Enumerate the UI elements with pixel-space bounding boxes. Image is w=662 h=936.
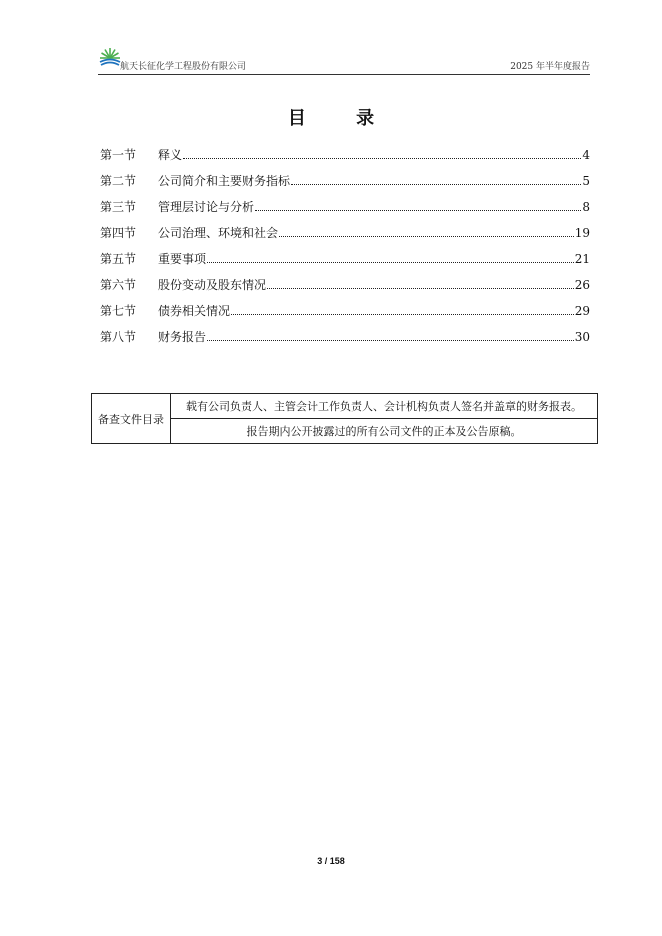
table-row — [92, 394, 598, 419]
toc-section-number: 第六节 — [100, 278, 137, 292]
toc-entry[interactable] — [100, 275, 590, 301]
toc-dot-leader — [207, 249, 574, 263]
company-name: 航天长征化学工程股份有限公司 — [120, 62, 247, 72]
toc-section-name: 股份变动及股东情况 — [158, 278, 267, 292]
toc-section-name: 管理层讨论与分析 — [158, 200, 255, 214]
toc-section-name: 重要事项 — [158, 252, 207, 266]
reference-documents-table — [91, 393, 598, 444]
toc-entry[interactable] — [100, 197, 590, 223]
toc-dot-leader — [183, 145, 581, 159]
toc-section-number: 第三节 — [100, 200, 137, 214]
table-of-contents — [100, 145, 590, 353]
toc-dot-leader — [291, 171, 581, 185]
toc-section-number: 第八节 — [100, 330, 137, 344]
toc-page-number: 19 — [574, 226, 590, 240]
toc-page-number: 21 — [574, 252, 590, 266]
toc-entry[interactable] — [100, 145, 590, 171]
toc-page-number: 26 — [574, 278, 590, 292]
reference-document-item: 载有公司负责人、主管会计工作负责人、会计机构负责人签名并盖章的财务报表。 — [171, 394, 598, 419]
toc-title: 目 录 — [287, 108, 397, 129]
page-header — [98, 44, 590, 75]
toc-dot-leader — [267, 275, 574, 289]
toc-entry[interactable] — [100, 171, 590, 197]
toc-section-name: 债券相关情况 — [158, 304, 231, 318]
reference-document-item: 报告期内公开披露过的所有公司文件的正本及公告原稿。 — [171, 419, 598, 444]
toc-section-number: 第七节 — [100, 304, 137, 318]
toc-page-number: 8 — [582, 200, 590, 214]
toc-dot-leader — [279, 223, 574, 237]
toc-section-number: 第二节 — [100, 174, 137, 188]
toc-page-number: 29 — [574, 304, 590, 318]
toc-page-number: 4 — [582, 148, 590, 162]
toc-section-name: 公司简介和主要财务指标 — [158, 174, 291, 188]
toc-page-number: 30 — [574, 330, 590, 344]
toc-section-number: 第四节 — [100, 226, 137, 240]
report-title: 2025 年半年度报告 — [510, 62, 590, 72]
toc-section-number: 第五节 — [100, 252, 137, 266]
toc-dot-leader — [207, 327, 574, 341]
toc-section-number: 第一节 — [100, 148, 137, 162]
reference-documents-label: 备查文件目录 — [92, 394, 171, 444]
toc-dot-leader — [255, 197, 581, 211]
toc-section-name: 公司治理、环境和社会 — [158, 226, 279, 240]
toc-entry[interactable] — [100, 301, 590, 327]
toc-entry[interactable] — [100, 327, 590, 353]
toc-dot-leader — [231, 301, 574, 315]
toc-entry[interactable] — [100, 223, 590, 249]
company-logo-icon — [98, 46, 122, 70]
toc-page-number: 5 — [582, 174, 590, 188]
toc-entry[interactable] — [100, 249, 590, 275]
page-number: 3 / 158 — [317, 856, 345, 866]
toc-section-name: 财务报告 — [158, 330, 207, 344]
toc-section-name: 释义 — [158, 148, 183, 162]
